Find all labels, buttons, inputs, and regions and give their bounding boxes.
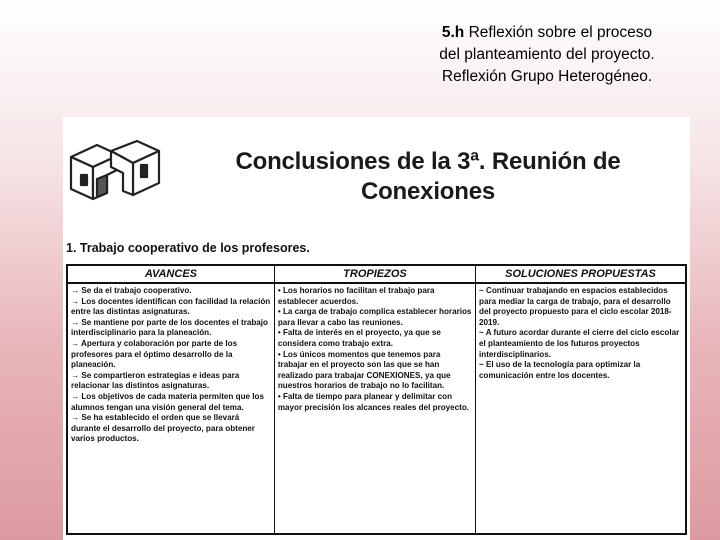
list-item: → Se ha establecido el orden que se llevará durante el desarrollo del proyecto, para obtener varios productos. <box>71 413 255 444</box>
column-header-tropiezos: TROPIEZOS <box>274 265 475 283</box>
interlocking-blocks-logo-icon <box>67 135 163 207</box>
list-item: → Se da el trabajo cooperativo. <box>71 286 192 295</box>
list-item: → Los docentes identifican con facilidad la relación entre las distintas asignaturas. <box>71 296 271 317</box>
list-item: • La carga de trabajo complica establecer horarios para llevar a cabo las reuniones. <box>277 307 472 327</box>
list-item: → Los objetivos de cada materia permiten que los alumnos tengan una visión general del tema. <box>71 391 264 412</box>
list-item: • Los horarios no facilitan el trabajo para establecer acuerdos. <box>277 286 435 306</box>
list-item: → Apertura y colaboración por parte de los profesores para el óptimo desarrollo de la planeación. <box>71 338 238 370</box>
conclusions-table <box>66 264 687 535</box>
list-item: → Se compartieron estrategias e ideas para relacionar las distintos asignaturas. <box>71 370 240 391</box>
list-item: → Se mantiene por parte de los docentes el trabajo interdisciplinario para la planeación. <box>71 317 269 338</box>
table-header-row <box>67 265 686 283</box>
table-row <box>67 283 686 534</box>
list-item: • Falta de interés en el proyecto, ya que se considera como trabajo extra. <box>277 328 441 348</box>
slide-title-line3: Reflexión Grupo Heterogéneo. <box>441 68 653 85</box>
slide-title-line2: del planteamiento del proyecto. <box>439 46 655 63</box>
list-item: ~ A futuro acordar durante el cierre del ciclo escolar el planteamiento de los futuros proyectos interdisciplinarios. <box>479 328 680 359</box>
list-item: ~ El uso de la tecnología para optimizar la comunicación entre los docentes. <box>479 360 641 380</box>
slide-title-number: 5.h <box>441 24 465 41</box>
avances-cell <box>67 283 274 534</box>
document-title-line2: Conexiones <box>360 178 496 205</box>
column-header-avances: AVANCES <box>67 265 274 283</box>
section-heading: 1. Trabajo cooperativo de los profesores. <box>66 241 310 255</box>
slide-title <box>402 22 692 88</box>
document-image <box>63 117 690 540</box>
document-title <box>193 147 663 207</box>
list-item: • Falta de tiempo para planear y delimitar con mayor precisión los alcances reales del proyecto. <box>277 391 470 412</box>
list-item: • Los únicos momentos que tenemos para trabajar en el proyecto son las que se han realizado para trabajar CONEXIONES, ya que nuestros horarios de trabajo no lo facilitan. <box>277 349 451 391</box>
slide-title-line1: Reflexión sobre el proceso <box>464 24 653 41</box>
document-title-line1: Conclusiones de la 3ª. Reunión de <box>235 148 621 175</box>
column-header-soluciones: SOLUCIONES PROPUESTAS <box>476 265 686 283</box>
soluciones-cell <box>476 283 686 534</box>
tropiezos-cell <box>274 283 475 534</box>
list-item: ~ Continuar trabajando en espacios establecidos para mediar la carga de trabajo, para el desarrollo del proyecto propuesto para el ciclo escolar 2018-2019. <box>479 286 672 327</box>
